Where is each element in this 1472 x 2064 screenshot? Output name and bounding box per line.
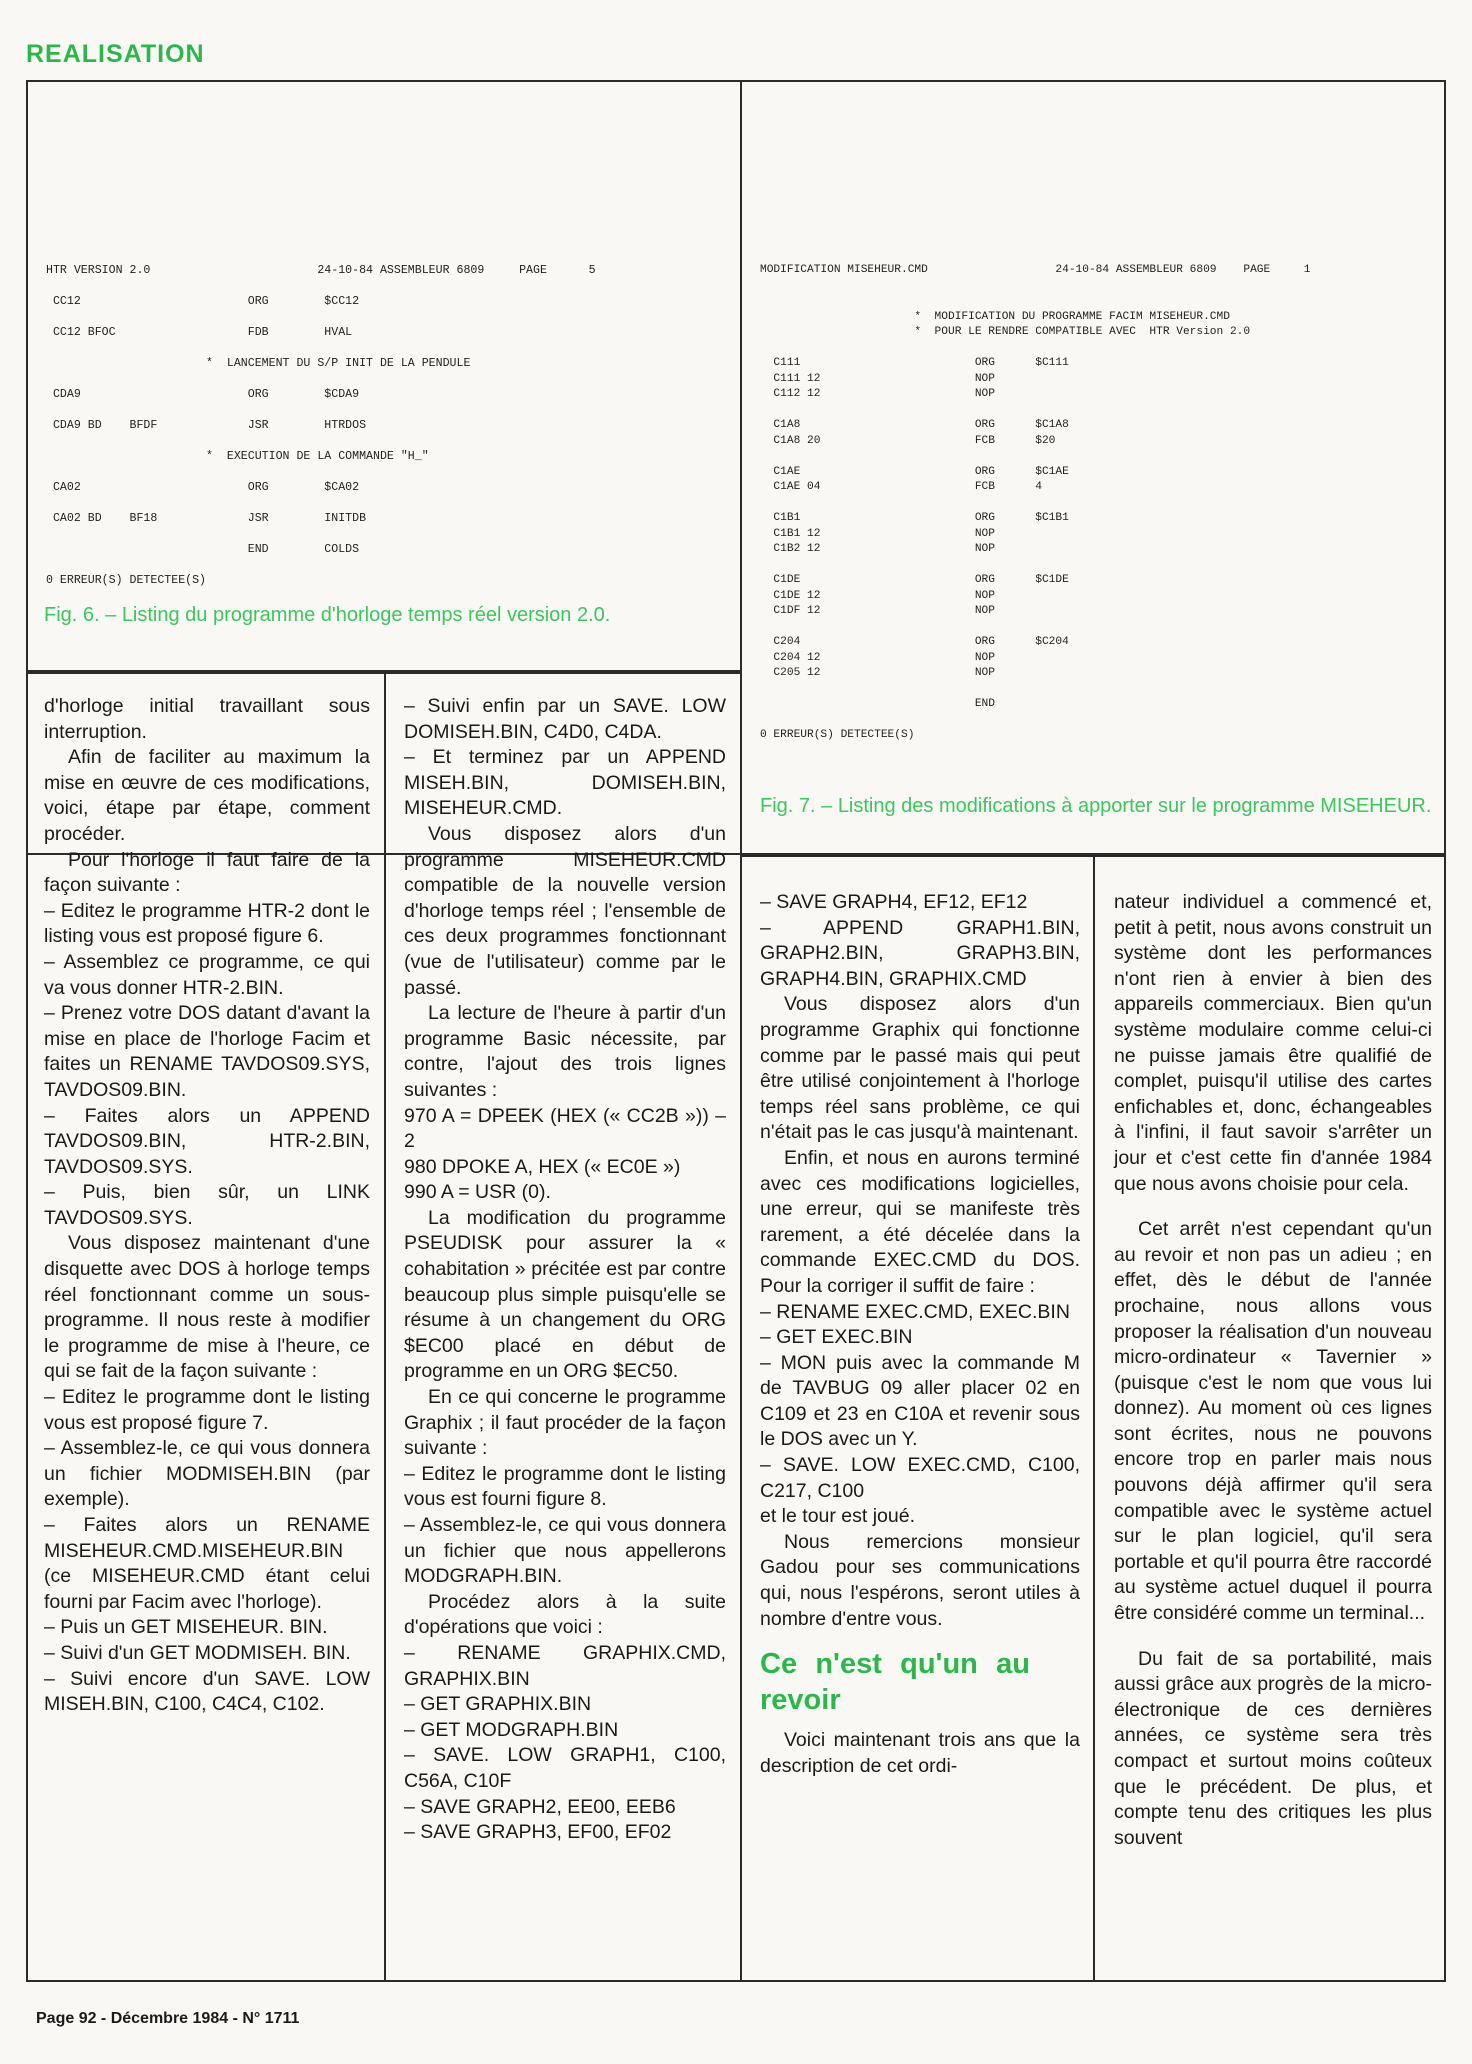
column-rule-2 xyxy=(1093,855,1095,1982)
fig6-listing: HTR VERSION 2.0 24-10-84 ASSEMBLEUR 6809 PAGE 5 CC12 ORG $CC12 CC12 BFOC FDB HVAL * LANCEMENT DU S/P INIT DE LA PENDULE CDA9 ORG $CDA9 CDA9 BD BFDF JSR HTRDOS * EXECUTION DE LA COMMANDE "H_" CA02 ORG $CA02 CA02 BD BF18 JSR INITDB END COLDS 0 ERREUR(S) DETECTEE(S) xyxy=(46,264,596,587)
list-item: – Puis un GET MISEHEUR. BIN. xyxy=(44,1616,328,1639)
list-item: – Faites alors un RENAME MISEHEUR.CMD.MISEHEUR.BIN (ce MISEHEUR.CMD étant celui fourni par Facim avec l'horloge). xyxy=(44,1514,370,1613)
list-item: – Editez le programme dont le listing vous est proposé figure 7. xyxy=(44,1386,370,1434)
list-item: – Faites alors un APPEND TAVDOS09.BIN, HTR-2.BIN, TAVDOS09.SYS. xyxy=(44,1104,370,1178)
text-column-2 xyxy=(404,694,726,1846)
text-column-1 xyxy=(44,694,370,1718)
paragraph: Du fait de sa portabilité, mais aussi grâce aux progrès de la micro-électronique de ces dernières années, ce système sera très compact et surtout moins coûteux que le précédent. De plus, et compte tenu des critiques les plus souvent xyxy=(1114,1647,1432,1849)
list-item: – RENAME GRAPHIX.CMD, GRAPHIX.BIN xyxy=(404,1641,726,1690)
list-item: – SAVE GRAPH3, EF00, EF02 xyxy=(404,1821,672,1844)
text-column-3 xyxy=(760,890,1080,1779)
paragraph: Pour l'horloge il faut faire de la façon suivante : xyxy=(44,848,370,897)
fig6-caption: Fig. 6. – Listing du programme d'horloge temps réel version 2.0. xyxy=(44,604,611,626)
paragraph: Cet arrêt n'est cependant qu'un au revoir et non pas un adieu ; en effet, dès le début de l'année prochaine, nous allons vous proposer la réalisation d'un nouveau micro-ordinateur « Tavernier » (puisque c'est le nom que vous lui donnez). Au moment où ces lignes sont écrites, nous ne pouvons encore trop en parler mais nous pouvons déjà affirmer qu'il sera compatible avec le système actuel sur le plan logiciel, qu'il sera portable et qu'il pourra être raccordé au système actuel duquel il pourra être considéré comme un terminal... xyxy=(1114,1218,1432,1625)
column-rule-1 xyxy=(384,672,386,1982)
text-column-4 xyxy=(1114,890,1432,1851)
section-heading: Ce n'est qu'un au revoir xyxy=(760,1648,1030,1717)
paragraph: Afin de faciliter au maximum la mise en œuvre de ces modifications, voici, étape par étape, comment procéder. xyxy=(44,746,370,845)
code-line: 980 DPOKE A, HEX (« EC0E ») xyxy=(404,1155,681,1178)
code-line: 990 A = USR (0). xyxy=(404,1181,551,1204)
paragraph: Enfin, et nous en aurons terminé avec ces modifications logicielles, une erreur, qui se manifeste très rarement, a été décelée dans la commande EXEC.CMD du DOS. Pour la corriger il suffit de faire : xyxy=(760,1146,1080,1297)
paragraph: En ce qui concerne le programme Graphix ; il faut procéder de la façon suivante : xyxy=(404,1386,726,1460)
list-item: – GET EXEC.BIN xyxy=(760,1326,913,1349)
list-item: – SAVE. LOW EXEC.CMD, C100, C217, C100 xyxy=(760,1454,1080,1502)
list-item: – Assemblez-le, ce qui vous donnera un fichier que nous appellerons MODGRAPH.BIN. xyxy=(404,1514,726,1588)
list-item: – SAVE GRAPH4, EF12, EF12 xyxy=(760,891,1028,913)
list-item: – Suivi enfin par un SAVE. LOW DOMISEH.BIN, C4D0, C4DA. xyxy=(404,695,726,743)
list-item: – Editez le programme dont le listing vous est fourni figure 8. xyxy=(404,1462,726,1511)
list-item: – Suivi encore d'un SAVE. LOW MISEH.BIN, C100, C4C4, C102. xyxy=(44,1667,370,1716)
list-item: – Editez le programme HTR-2 dont le listing vous est proposé figure 6. xyxy=(44,899,370,948)
paragraph: nateur individuel a commencé et, petit à petit, nous avons construit un système dont les performances n'ont rien à envier à bien des appareils commerciaux. Bien qu'un système modulaire comme celui-ci ne puisse jamais être qualifié de complet, puisqu'il utilise des cartes enfichables et, donc, échangeables à l'infini, il faut savoir s'arrêter un jour et c'est cette fin d'année 1984 que nous avons choisie pour cela. xyxy=(1114,891,1432,1195)
paragraph: Nous remercions monsieur Gadou pour ses communications qui, nous l'espérons, seront utiles à nombre d'entre vous. xyxy=(760,1530,1080,1630)
code-line: 970 A = DPEEK (HEX (« CC2B »)) – 2 xyxy=(404,1104,726,1153)
list-item: – Assemblez-le, ce qui vous donnera un fichier MODMISEH.BIN (par exemple). xyxy=(44,1437,370,1511)
list-item: – Suivi d'un GET MODMISEH. BIN. xyxy=(44,1641,351,1664)
paragraph: d'horloge initial travaillant sous interruption. xyxy=(44,695,370,743)
list-item: – SAVE GRAPH2, EE00, EEB6 xyxy=(404,1795,676,1818)
list-item: – Prenez votre DOS datant d'avant la mise en place de l'horloge Facim et faites un RENAME TAVDOS09.SYS, TAVDOS09.BIN. xyxy=(44,1002,370,1101)
paragraph: Vous disposez alors d'un programme MISEHEUR.CMD compatible de la nouvelle version d'horloge temps réel ; l'ensemble de ces deux programmes fonctionnant (vue de l'utilisateur) comme par le passé. xyxy=(404,822,726,999)
list-item: – GET MODGRAPH.BIN xyxy=(404,1718,619,1741)
list-item: – GET GRAPHIX.BIN xyxy=(404,1693,592,1716)
list-item: – Et terminez par un APPEND MISEH.BIN, DOMISEH.BIN, MISEHEUR.CMD. xyxy=(404,746,726,820)
list-item: – APPEND GRAPH1.BIN, GRAPH2.BIN, GRAPH3.BIN, GRAPH4.BIN, GRAPHIX.CMD xyxy=(760,916,1080,990)
paragraph: et le tour est joué. xyxy=(760,1505,916,1528)
list-item: – MON puis avec la commande M de TAVBUG 09 aller placer 02 en C109 et 23 en C10A et revenir sous le DOS avec un Y. xyxy=(760,1351,1080,1451)
fig7-caption: Fig. 7. – Listing des modifications à apporter sur le programme MISEHEUR. xyxy=(760,795,1432,817)
page-footer: Page 92 - Décembre 1984 - N° 1711 xyxy=(36,2010,300,2027)
list-item: – RENAME EXEC.CMD, EXEC.BIN xyxy=(760,1300,1070,1323)
list-item: – SAVE. LOW GRAPH1, C100, C56A, C10F xyxy=(404,1744,726,1792)
paragraph: La lecture de l'heure à partir d'un programme Basic nécessite, par contre, l'ajout des trois lignes suivantes : xyxy=(404,1002,726,1101)
paragraph: Vous disposez maintenant d'une disquette avec DOS à horloge temps réel fonctionnant comme un sous-programme. Il nous reste à modifier le programme de mise à l'heure, ce qui se fait de la façon suivante : xyxy=(44,1232,370,1383)
fig7-listing: MODIFICATION MISEHEUR.CMD 24-10-84 ASSEMBLEUR 6809 PAGE 1 * MODIFICATION DU PROGRAMME FACIM MISEHEUR.CMD * POUR LE RENDRE COMPATIBLE AVEC HTR Version 2.0 C111 ORG $C111 C111 12 NOP C112 12 NOP C1A8 ORG $C1A8 C1A8 20 FCB $20 C1AE ORG $C1AE C1AE 04 FCB 4 C1B1 ORG $C1B1 C1B1 12 NOP C1B2 12 NOP C1DE ORG $C1DE C1DE 12 NOP C1DF 12 NOP C204 ORG $C204 C204 12 NOP C205 12 NOP END 0 ERREUR(S) DETECTEE(S) xyxy=(760,264,1311,741)
paragraph: Procédez alors à la suite d'opérations que voici : xyxy=(404,1590,726,1639)
paragraph: Voici maintenant trois ans que la description de cet ordi- xyxy=(760,1729,1080,1777)
paragraph: La modification du programme PSEUDISK pour assurer la « cohabitation » précitée est par contre beaucoup plus simple puisqu'elle se résume à un changement du ORG $EC00 placé en début de programme en un ORG $EC50. xyxy=(404,1206,726,1383)
list-item: – Puis, bien sûr, un LINK TAVDOS09.SYS. xyxy=(44,1181,370,1229)
list-item: – Assemblez ce programme, ce qui va vous donner HTR-2.BIN. xyxy=(44,950,370,999)
section-header: REALISATION xyxy=(26,40,205,68)
paragraph: Vous disposez alors d'un programme Graphix qui fonctionne comme par le passé mais qui peut être utilisé conjointement à l'horloge temps réel sans problème, ce qui n'était pas le cas jusqu'à maintenant. xyxy=(760,993,1080,1144)
